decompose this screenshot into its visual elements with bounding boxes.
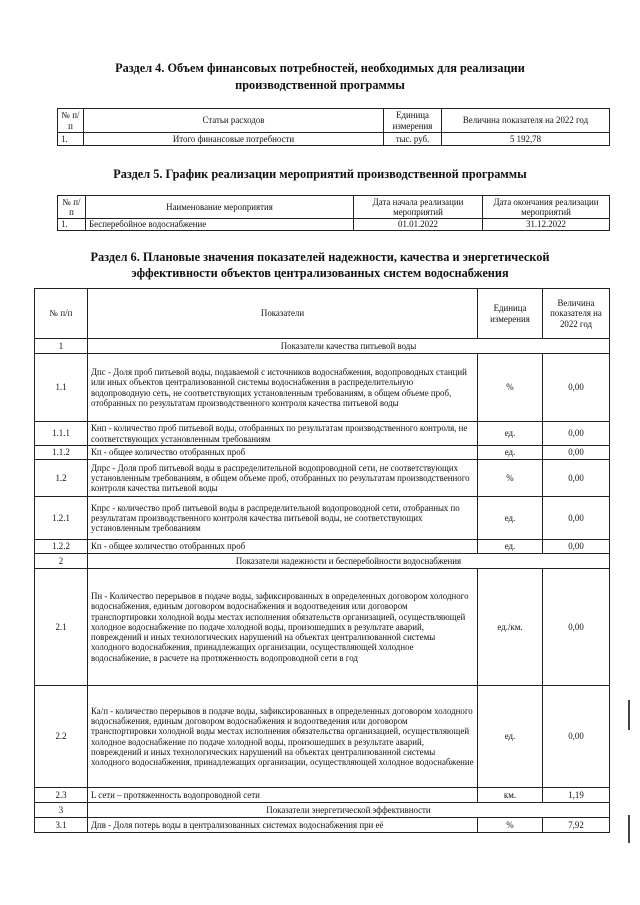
header-num: № п/п [58,196,86,219]
row-indicator: Кпрс - количество проб питьевой воды в распределительной водопроводной сети, отобранных по результатам производственного контроля качества питьевой воды, не соответствующих установленным требованиям [88,497,478,540]
row-unit: ед./км. [478,569,543,686]
header-name: Наименование мероприятия [86,196,354,219]
table-row [35,788,610,803]
table-row [35,460,610,497]
section-6-title-line-2: эффективности объектов централизованных систем водоснабжения [131,266,509,280]
row-unit: ед. [478,446,543,460]
table-row [35,540,610,554]
schedule-table-header [58,196,610,219]
header-num: № п/п [58,109,84,133]
row-num: 2.1 [35,569,88,686]
section-4-title-line-1: Раздел 4. Объем финансовых потребностей, необходимых для реализации [115,61,525,75]
row-num: 2.2 [35,686,88,788]
row-value: 0,00 [543,460,610,497]
row-num: 3 [35,803,88,818]
row-name: Бесперебойное водоснабжение [86,219,354,231]
table-row [35,497,610,540]
finance-table-header [58,109,610,133]
table-row [35,422,610,446]
header-num: № п/п [35,289,88,339]
row-start: 01.01.2022 [354,219,483,231]
row-indicator: Кнп - количество проб питьевой воды, отобранных по результатам производственного контроля, не соответствующих установленным требованиям [88,422,478,446]
group-title: Показатели энергетической эффективности [88,803,610,818]
schedule-table [57,195,610,231]
row-value: 0,00 [543,569,610,686]
row-value: 7,92 [543,818,610,833]
row-end: 31.12.2022 [483,219,610,231]
indicators-table [34,288,610,833]
group-row [35,803,610,818]
header-unit: Единица измерения [384,109,442,133]
group-row [35,339,610,354]
table-row [35,686,610,788]
row-unit: % [478,818,543,833]
row-num: 1. [58,219,86,231]
row-indicator: Дпс - Доля проб питьевой воды, подаваемой с источников водоснабжения, водопроводных станций или иных объектов централизованной системы водоснабжения в распределительную водопроводную сеть, не соответствующих установленным требованиям, в общем объеме проб, отобранных по результатам производственного контроля качества питьевой воды [88,354,478,422]
row-indicator: L сети – протяженность водопроводной сети [88,788,478,803]
header-item: Статьи расходов [84,109,384,133]
group-title: Показатели надежности и бесперебойности водоснабжения [88,554,610,569]
section-4-title-line-2: производственной программы [235,78,405,92]
row-unit: ед. [478,497,543,540]
row-value: 0,00 [543,422,610,446]
row-num: 3.1 [35,818,88,833]
finance-table [57,108,610,146]
row-unit: % [478,354,543,422]
row-num: 1. [58,133,84,146]
row-value: 0,00 [543,497,610,540]
row-num: 2.3 [35,788,88,803]
row-indicator: Дпрс - Доля проб питьевой воды в распределительной водопроводной сети, не соответствующих установленным требованиям, в общем объеме проб, отобранных по результатам производственного контроля качества питьевой воды [88,460,478,497]
row-value: 0,00 [543,354,610,422]
scan-edge-mark [628,700,630,730]
row-value: 5 192,78 [442,133,610,146]
row-indicator: Пн - Количество перерывов в подаче воды, зафиксированных в определенных договором холодного водоснабжения, единым договором водоснабжения и водоотведения или договором транспортировки холодной воды местах исполнения обязательств организацией, осуществляющей холодное водоснабжение по подаче холодной воды, произошедших в результате аварий, повреждений и иных технологических нарушений на объектах централизованной системы холодного водоснабжения, принадлежащих организации, осуществляющей холодное водоснабжение, в расчете на протяженность водопроводной сети в год [88,569,478,686]
row-num: 1 [35,339,88,354]
table-row [35,569,610,686]
row-num: 1.1.1 [35,422,88,446]
header-unit: Единица измерения [478,289,543,339]
header-end: Дата окончания реализации мероприятий [483,196,610,219]
row-unit: ед. [478,686,543,788]
row-num: 1.2 [35,460,88,497]
row-unit: тыс. руб. [384,133,442,146]
row-unit: км. [478,788,543,803]
row-num: 2 [35,554,88,569]
row-value: 0,00 [543,446,610,460]
row-num: 1.1 [35,354,88,422]
row-unit: % [478,460,543,497]
table-row [35,446,610,460]
row-indicator: Кп - общее количество отобранных проб [88,540,478,554]
row-num: 1.2.1 [35,497,88,540]
scan-edge-mark [628,815,630,843]
row-indicator: Кп - общее количество отобранных проб [88,446,478,460]
row-item: Итого финансовые потребности [84,133,384,146]
row-unit: ед. [478,422,543,446]
row-value: 1,19 [543,788,610,803]
header-value: Величина показателя на 2022 год [442,109,610,133]
row-indicator: Дпв - Доля потерь воды в централизованных системах водоснабжения при её [88,818,478,833]
row-num: 1.1.2 [35,446,88,460]
header-name: Показатели [88,289,478,339]
group-title: Показатели качества питьевой воды [88,339,610,354]
header-value: Величина показателя на 2022 год [543,289,610,339]
section-5-title: Раздел 5. График реализации мероприятий производственной программы [113,167,527,181]
row-indicator: Ка/п - количество перерывов в подаче воды, зафиксированных в определенных договором холодного водоснабжения, единым договором водоснабжения и водоотведения или договором транспортировки холодной воды местах исполнения обязательства организацией, осуществляющей холодное водоснабжение по подаче холодной воды, произошедших в результате аварий, повреждений и иных технологических нарушений на объектах централизованной системы холодного водоснабжения, принадлежащих организации, осуществляющей холодное водоснабжение [88,686,478,788]
table-row [35,354,610,422]
table-row [35,818,610,833]
row-value: 0,00 [543,540,610,554]
group-row [35,554,610,569]
row-unit: ед. [478,540,543,554]
section-6-title-line-1: Раздел 6. Плановые значения показателей надежности, качества и энергетической [90,250,550,264]
table-row [58,219,610,231]
indicators-table-body [35,339,610,833]
table-row [58,133,610,146]
row-num: 1.2.2 [35,540,88,554]
row-value: 0,00 [543,686,610,788]
header-start: Дата начала реализации мероприятий [354,196,483,219]
indicators-table-header [35,289,610,339]
